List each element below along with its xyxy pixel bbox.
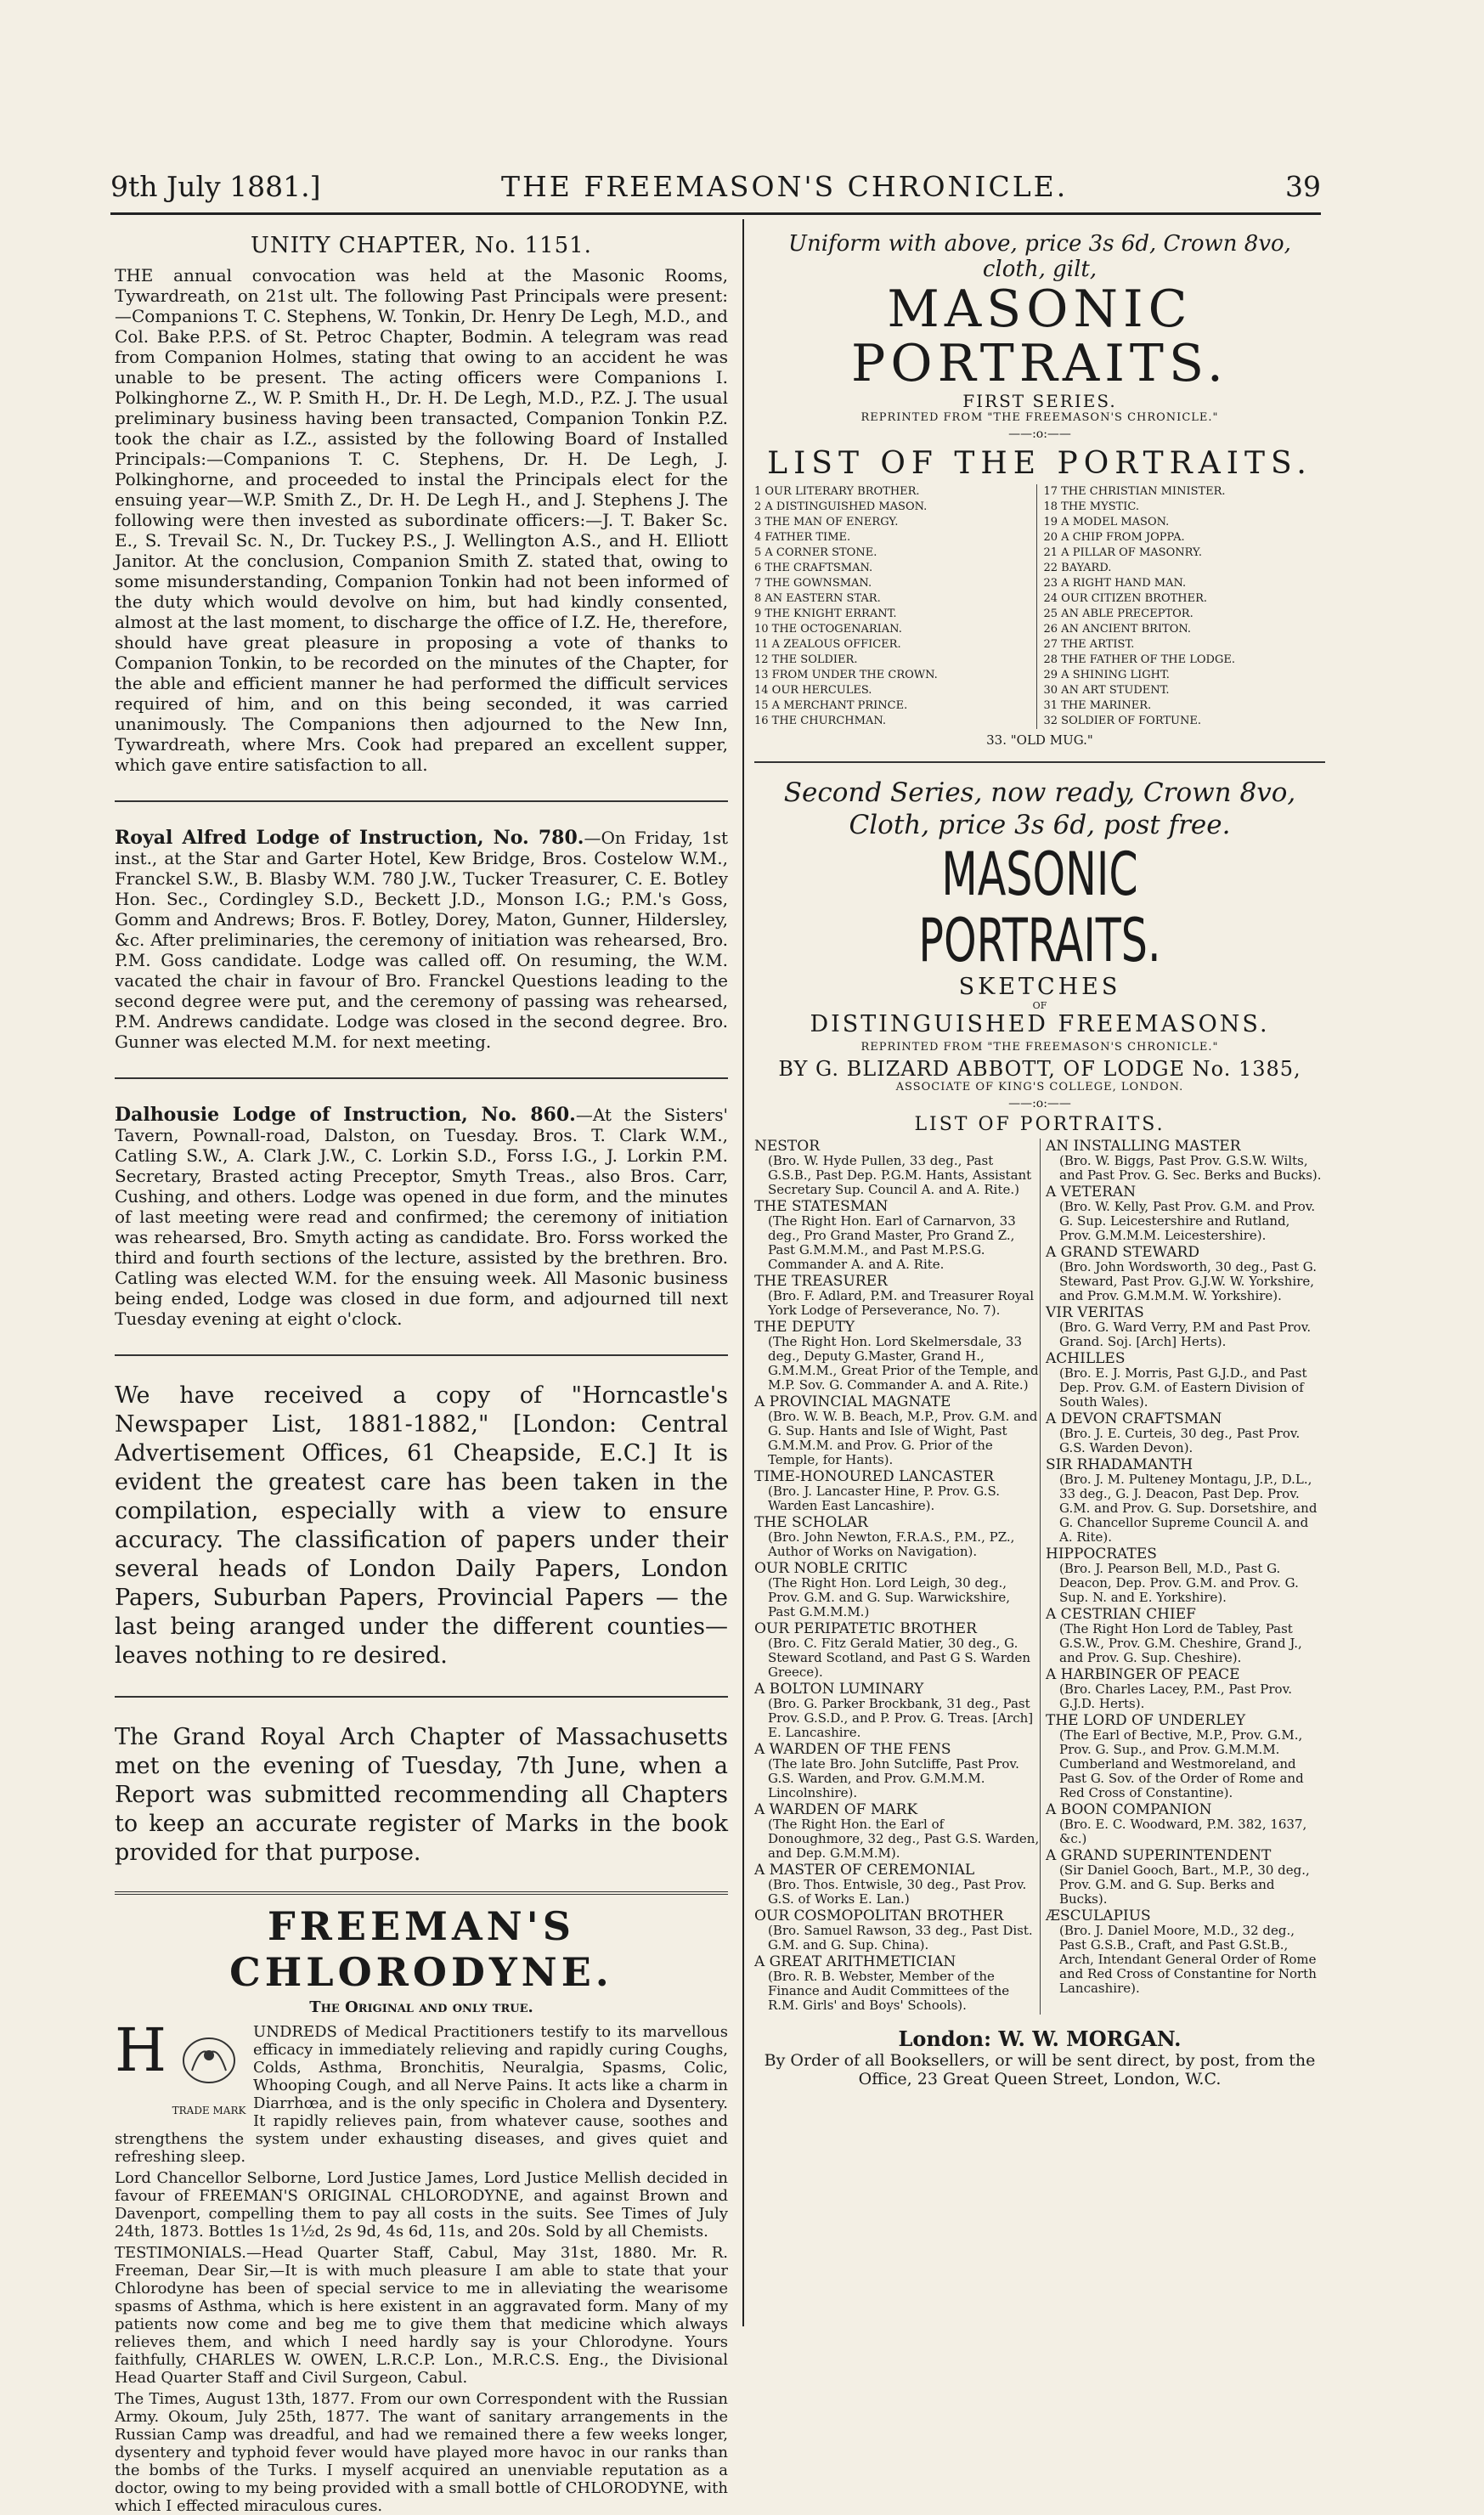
sketches-label: SKETCHES (958, 974, 1121, 1000)
portrait-entry-title: A WARDEN OF THE FENS (754, 1741, 951, 1758)
portrait-list-item: 31 THE MARINER. (1043, 699, 1152, 712)
of-label: OF (1032, 1000, 1047, 1011)
header-rule (110, 212, 1321, 215)
first-series-reprint: REPRINTED FROM "THE FREEMASON'S CHRONICLE." (860, 411, 1219, 424)
portrait-entry-title: A DEVON CRAFTSMAN (1046, 1410, 1222, 1427)
portrait-list-item: 8 AN EASTERN STAR. (754, 592, 881, 605)
second-series-reprint: REPRINTED FROM "THE FREEMASON'S CHRONICLE." (860, 1041, 1219, 1054)
left-column (115, 228, 728, 2515)
separator-ornament: ——:o:—— (1008, 1097, 1071, 1111)
portrait-entry-description: (Bro. C. Fitz Gerald Matier, 30 deg., G. Steward Scotland, and Past G S. Warden Greece). (768, 1636, 1031, 1680)
portrait-entry (754, 1802, 1040, 1861)
trade-mark (172, 2028, 246, 2117)
portrait-entry-description: (Bro. J. E. Curteis, 30 deg., Past Prov. G.S. Warden Devon). (1059, 1426, 1301, 1455)
portrait-entry-description: (Bro. W. Hyde Pullen, 33 deg., Past G.S.B., Past Dep. P.G.M. Hants, Assistant Secretary Sup. Council A. and A. Rite.) (768, 1153, 1032, 1197)
first-series-list-left (754, 484, 1036, 729)
portrait-entry-title: THE SCHOLAR (754, 1514, 868, 1531)
portrait-entry-title: A PROVINCIAL MAGNATE (754, 1393, 951, 1410)
portrait-list-item: 29 A SHINING LIGHT. (1043, 669, 1170, 681)
portrait-entry-title: A VETERAN (1046, 1184, 1137, 1201)
portrait-entry-description: (Bro. J. M. Pulteney Montagu, J.P., D.L., 33 deg., G. J. Deacon, Past Dep. Prov. G.M. and Prov. G. Sup. Dorsetshire, and G. Chancellor Supreme Council A. and A. Rite). (1059, 1472, 1318, 1545)
portrait-entry (754, 1515, 1040, 1559)
portrait-entry-description: (Bro. Thos. Entwisle, 30 deg., Past Prov. G.S. of Works E. Lan.) (768, 1877, 1027, 1907)
second-series-announcement: Second Series, now ready, Crown 8vo, Cloth, price 3s 6d, post free. (783, 777, 1296, 840)
portrait-list-item: 9 THE KNIGHT ERRANT. (754, 608, 897, 620)
portrait-list-item: 14 OUR HERCULES. (754, 684, 872, 697)
portrait-entry-description: (The Right Hon. the Earl of Donoughmore, 32 deg., Past G.S. Warden, and Dep. G.M.M.M). (768, 1817, 1040, 1861)
portrait-entry (754, 1621, 1040, 1680)
portrait-entry-description: (The Right Hon. Lord Leigh, 30 deg., Prov. G.M. and G. Sup. Warwickshire, Past G.M.M.M.) (768, 1575, 1010, 1619)
portrait-entry-title: SIR RHADAMANTH (1046, 1456, 1193, 1473)
portrait-entry-title: THE TREASURER (754, 1273, 888, 1290)
old-mug-entry: 33. "OLD MUG." (986, 732, 1093, 748)
royal-alfred-paragraph (115, 828, 728, 1052)
section-rule (115, 1354, 728, 1356)
portrait-entry-description: (Bro. John Wordsworth, 30 deg., Past G. Steward, Past Prov. G.J.W. W. Yorkshire, and Prov. G.M.M.M. W. Yorkshire). (1059, 1259, 1317, 1303)
portrait-entry (754, 1139, 1040, 1197)
portrait-entry-description: (Bro. F. Adlard, P.M. and Treasurer Royal York Lodge of Perseverance, No. 7). (768, 1288, 1035, 1318)
portrait-list-item: 32 SOLDIER OF FORTUNE. (1043, 715, 1202, 727)
list-of-the-portraits-heading: LIST OF THE PORTRAITS. (767, 446, 1312, 481)
portrait-list-item: 4 FATHER TIME. (754, 531, 851, 544)
portrait-entry (1046, 1351, 1325, 1410)
masonic-portraits-second-title: MASONIC PORTRAITS. (918, 839, 1161, 975)
portrait-entry (754, 1394, 1040, 1467)
portrait-entry-description: (Bro. J. Daniel Moore, M.D., 32 deg., Past G.S.B., Craft, and Past G.St.B., Arch, Intendant General Order of Rome and Red Cross of Constantine for North Lancashire). (1059, 1923, 1317, 1996)
portrait-entry-title: HIPPOCRATES (1046, 1546, 1157, 1563)
trade-mark-label: TRADE MARK (172, 2105, 246, 2117)
masonic-portraits-first-title: MASONIC PORTRAITS. (851, 280, 1228, 393)
portrait-entry (1046, 1546, 1325, 1605)
portrait-list-item: 19 A MODEL MASON. (1043, 516, 1170, 528)
chlorodyne-body-2: Lord Chancellor Selborne, Lord Justice James, Lord Justice Mellish decided in favour of FREEMAN'S ORIGINAL CHLORODYNE, and against Brown and Davenport, compelling them to pay all costs in the suits. See Times of July 24th, 1873. Bottles 1s 1½d, 2s 9d, 4s 6d, 11s, and 20s. Sold by all Chemists. (115, 2169, 728, 2241)
chlorodyne-title: FREEMAN'S CHLORODYNE. (229, 1903, 613, 1995)
portrait-entry-title: A BOLTON LUMINARY (754, 1681, 924, 1698)
portrait-entry-title: A MASTER OF CEREMONIAL (754, 1862, 975, 1879)
portrait-entry-title: VIR VERITAS (1046, 1304, 1144, 1321)
portrait-entry (1046, 1607, 1325, 1665)
advert-rule (115, 1891, 728, 1895)
portrait-entry (754, 1742, 1040, 1800)
portrait-entry-description: (Bro. R. B. Webster, Member of the Finance and Audit Committees of the R.M. Girls' and Boys' Schools). (768, 1969, 1010, 2013)
portrait-entry (1046, 1667, 1325, 1711)
portrait-entry-title: TIME-HONOURED LANCASTER (754, 1468, 994, 1485)
portrait-entry (1046, 1305, 1325, 1349)
first-series-list-right (1036, 484, 1326, 729)
portrait-entry-title: AN INSTALLING MASTER (1046, 1138, 1241, 1155)
portrait-entry-title: OUR COSMOPOLITAN BROTHER (754, 1907, 1004, 1924)
portrait-entry-description: (The Earl of Bective, M.P., Prov. G.M., Prov. G. Sup., and Prov. G.M.M.M. Cumberland and Westmoreland, and Past G. Sov. of the Order of Rome and Red Cross of Constantine). (1059, 1727, 1304, 1800)
portrait-list-item: 5 A CORNER STONE. (754, 546, 877, 559)
section-rule (115, 1077, 728, 1079)
portrait-list-item: 23 A RIGHT HAND MAN. (1043, 577, 1187, 590)
uniform-line: Uniform with above, price 3s 6d, Crown 8vo, cloth, gilt, (788, 231, 1291, 282)
dalhousie-body: —At the Sisters' Tavern, Pownall-road, Dalston, on Tuesday. Bros. T. Clark W.M., Catling S.W., A. Clark J.W., C. Lorkin S.D., Forss I.G., J. Lorkin P.M. Secretary, Brasted acting Preceptor, Smyth Treas., also Bros. Carr, Cushing, and others. Lodge was opened in due form, and the minutes of last meeting were read and confirmed; the ceremony of initiation was rehearsed, Bro. Smyth acting as candidate. Bro. Forss worked the third and fourth sections of the lecture, assisted by the brethren. Bro. Catling was elected W.M. for the ensuing week. All Masonic business being ended, Lodge was closed in due form, and adjourned till next Tuesday evening at eight o'clock. (115, 1105, 728, 1329)
order-info: By Order of all Booksellers, or will be sent direct, by post, from the Office, 23 Great Queen Street, London, W.C. (764, 2051, 1316, 2088)
chlorodyne-advert (115, 2015, 728, 2515)
portrait-list-item: 26 AN ANCIENT BRITON. (1043, 623, 1192, 636)
portrait-list-item: 3 THE MAN OF ENERGY. (754, 516, 899, 528)
portrait-entry-description: (Bro. E. J. Morris, Past G.J.D., and Past Dep. Prov. G.M. of Eastern Division of South Wales). (1059, 1365, 1307, 1410)
portrait-entry-description: (The late Bro. John Sutcliffe, Past Prov. G.S. Warden, and Prov. G.M.M.M. Lincolnshire). (768, 1756, 1019, 1800)
portrait-entry-description: (Bro. G. Parker Brockbank, 31 deg., Past Prov. G.S.D., and P. Prov. G. Treas. [Arch] E. Lancashire. (768, 1696, 1034, 1740)
masthead-title: THE FREEMASON'S CHRONICLE. (501, 170, 1069, 203)
publisher-line: London: W. W. MORGAN. (898, 2026, 1182, 2051)
portrait-entry-description: (Bro. W. Kelly, Past Prov. G.M. and Prov. G. Sup. Leicestershire and Rutland, Prov. G.M.M.M. Leicestershire). (1059, 1199, 1316, 1243)
portrait-entry-title: ACHILLES (1046, 1350, 1126, 1367)
portrait-list-item: 6 THE CRAFTSMAN. (754, 562, 873, 574)
portrait-entry-description: (Bro. W. W. B. Beach, M.P., Prov. G.M. and G. Sup. Hants and Isle of Wight, Past G.M.M.M. and Prov. G. Prior of the Temple, for Hants). (768, 1409, 1038, 1467)
portrait-list-item: 10 THE OCTOGENARIAN. (754, 623, 902, 636)
portrait-entry-title: THE LORD OF UNDERLEY (1046, 1712, 1246, 1729)
portrait-entry (754, 1908, 1040, 1953)
portrait-list-item: 18 THE MYSTIC. (1043, 500, 1140, 513)
first-series-label: FIRST SERIES. (962, 391, 1117, 411)
chlorodyne-body-1: UNDREDS of Medical Practitioners testify to its marvellous efficacy in immediately relieving and rapidly curing Coughs, Colds, Asthma, Bronchitis, Neuralgia, Spasms, Colic, Whooping Cough, and all Nerve Pains. It acts like a charm in Diarrhœa, and is the only specific in Cholera and Dysentery. It rapidly relieves pain, from whatever cause, soothes and strengthens the system under exhausting diseases, and gives quiet and refreshing sleep. (115, 2023, 728, 2166)
portrait-entry (754, 1681, 1040, 1740)
separator-ornament: ——:o:—— (1008, 427, 1071, 441)
list-of-portraits-heading: LIST OF PORTRAITS. (914, 1114, 1165, 1135)
portrait-list-item: 11 A ZEALOUS OFFICER. (754, 638, 901, 651)
section-rule (115, 800, 728, 802)
portrait-entry (1046, 1411, 1325, 1455)
chlorodyne-testimonial: TESTIMONIALS.—Head Quarter Staff, Cabul, May 31st, 1880. Mr. R. Freeman, Dear Sir,—It is with much pleasure I am able to state that your Chlorodyne has been of special service to me in alleviating the wearisome spasms of Asthma, which is here existent in an aggravated form. Many of my patients now come and beg me to give them that medicine which always relieves them, and which I need hardly say is your Chlorodyne. Yours faithfully, CHARLES W. OWEN, L.R.C.P. Lon., M.R.C.S. Eng., the Divisional Head Quarter Staff and Civil Surgeon, Cabul. (115, 2244, 728, 2387)
portrait-entry-title: A CESTRIAN CHIEF (1046, 1606, 1196, 1623)
first-series-list (754, 484, 1325, 729)
portrait-entry (1046, 1713, 1325, 1800)
portrait-entry-title: A HARBINGER OF PEACE (1046, 1666, 1240, 1683)
portrait-list-item: 2 A DISTINGUISHED MASON. (754, 500, 928, 513)
portrait-entry-title: A WARDEN OF MARK (754, 1801, 918, 1818)
portrait-entry-description: (Bro. E. C. Woodward, P.M. 382, 1637, &c.) (1059, 1817, 1307, 1846)
portrait-entry (1046, 1908, 1325, 1996)
second-series-list-left (754, 1139, 1040, 2015)
column-divider (742, 219, 744, 2326)
unity-chapter-heading: UNITY CHAPTER, No. 1151. (251, 233, 592, 258)
portrait-list-item: 12 THE SOLDIER. (754, 653, 858, 666)
chlorodyne-times-report: The Times, August 13th, 1877. From our own Correspondent with the Russian Army. Okoum, July 25th, 1877. The want of sanitary arrangements in the Russian Camp was dreadful, and had we remained there a few weeks longer, dysentery and typhoid fever would have played more havoc in our ranks than the bombs of the Turks. I myself acquired an unenviable reputation as a doctor, owing to my being provided with a small bottle of CHLORODYNE, with which I effected miraculous cures. (115, 2390, 728, 2515)
portrait-entry-description: (Sir Daniel Gooch, Bart., M.P., 30 deg., Prov. G.M. and G. Sup. Berks and Bucks). (1059, 1862, 1310, 1907)
section-rule (115, 1696, 728, 1698)
portrait-entry-title: OUR PERIPATETIC BROTHER (754, 1620, 977, 1637)
portrait-list-item: 24 OUR CITIZEN BROTHER. (1043, 592, 1208, 605)
portrait-entry-description: (Bro. Samuel Rawson, 33 deg., Past Dist. G.M. and G. Sup. China). (768, 1923, 1033, 1953)
portrait-entry (754, 1274, 1040, 1318)
portrait-entry-description: (Bro. John Newton, F.R.A.S., P.M., PZ., Author of Works on Navigation). (768, 1529, 1015, 1559)
section-rule (754, 761, 1325, 763)
portrait-list-item: 25 AN ABLE PRECEPTOR. (1043, 608, 1193, 620)
portrait-entry-title: A GREAT ARITHMETICIAN (754, 1953, 956, 1970)
portrait-entry-title: THE STATESMAN (754, 1198, 889, 1215)
portrait-entry-title: A GRAND STEWARD (1046, 1244, 1199, 1261)
portrait-list-item: 20 A CHIP FROM JOPPA. (1043, 531, 1185, 544)
portrait-entry-title: NESTOR (754, 1138, 821, 1155)
portrait-list-item: 13 FROM UNDER THE CROWN. (754, 669, 938, 681)
portrait-list-item: 28 THE FATHER OF THE LODGE. (1043, 653, 1235, 666)
portrait-list-item: 16 THE CHURCHMAN. (754, 715, 886, 727)
portrait-list-item: 15 A MERCHANT PRINCE. (754, 699, 908, 712)
portrait-entry (1046, 1848, 1325, 1907)
portrait-entry-title: OUR NOBLE CRITIC (754, 1560, 908, 1577)
portrait-entry (1046, 1245, 1325, 1303)
portrait-entry (754, 1320, 1040, 1393)
portrait-list-item: 21 A PILLAR OF MASONRY. (1043, 546, 1203, 559)
trade-mark-icon (175, 2028, 243, 2096)
portrait-list-item: 22 BAYARD. (1043, 562, 1112, 574)
portrait-entry (1046, 1457, 1325, 1545)
portrait-entry-title: A GRAND SUPERINTENDENT (1046, 1847, 1272, 1864)
portrait-entry-description: (Bro. G. Ward Verry, P.M and Past Prov. Grand. Soj. [Arch] Herts). (1059, 1320, 1312, 1349)
portrait-entry (1046, 1139, 1325, 1183)
portrait-entry (754, 1199, 1040, 1272)
unity-chapter-body: THE annual convocation was held at the Masonic Rooms, Tywardreath, on 21st ult. The following Past Principals were present:—Companions T. C. Stephens, W. Tonkin, Dr. Henry De Legh, M.D., and Col. Bake P.P.S. of St. Petroc Chapter, Bodmin. A telegram was read from Companion Holmes, stating that owing to an accident he was unable to be present. The acting officers were Companions I. Polkinghorne Z., W. P. Smith H., Dr. H. De Legh, M.D., P.Z. J. The usual preliminary business having been transacted, Companion Tonkin P.Z. took the chair as I.Z., assisted by the following Board of Installed Principals:—Companions T. C. Stephens, Dr. H. De Legh, J. Polkinghorne, and proceeded to instal the Principals elect for the ensuing year—W.P. Smith Z., Dr. H. De Legh H., and J. Stephens J. The following were then invested as subordinate officers:—J. T. Baker Sc. E., S. Trevail Sc. N., Dr. Tuckey P.S., J. Wellington A.S., and H. Elliott Janitor. At the conclusion, Companion Smith Z. stated that, owing to some misunderstanding, Companion Tonkin had not been informed of the duty which would devolve on him, but had kindly consented, almost at the last moment, to discharge the office of I.Z. He, therefore, should have great pleasure in proposing a vote of thanks to Companion Tonkin, to be recorded on the minutes of the Chapter, for the able and efficient manner he had performed the difficult services required of him, and on this being seconded, it was carried unanimously. The Companions then adjourned to the New Inn, Tywardreath, where Mrs. Cook had prepared an excellent supper, which gave entire satisfaction to all. (115, 265, 728, 775)
author-line: BY G. BLIZARD ABBOTT, OF LODGE No. 1385, (778, 1057, 1301, 1081)
portrait-list-item: 1 OUR LITERARY BROTHER. (754, 485, 920, 498)
chlorodyne-drop-cap: H (115, 2015, 167, 2085)
portrait-list-item: 27 THE ARTIST. (1043, 638, 1135, 651)
second-series-list (754, 1139, 1325, 2015)
portrait-entry (754, 1469, 1040, 1513)
grand-royal-arch-notice: The Grand Royal Arch Chapter of Massachusetts met on the evening of Tuesday, 7th June, when a Report was submitted recommending all Chapters to keep an accurate register of Marks in the book provided for that purpose. (115, 1724, 728, 1866)
portrait-entry-description: (Bro. J. Pearson Bell, M.D., Past G. Deacon, Dep. Prov. G.M. and Prov. G. Sup. N. and E. Yorkshire). (1059, 1561, 1299, 1605)
portrait-entry (754, 1561, 1040, 1619)
second-series-list-right (1040, 1139, 1325, 2015)
page-number: 39 (1285, 170, 1321, 203)
portrait-list-item: 30 AN ART STUDENT. (1043, 684, 1170, 697)
royal-alfred-heading: Royal Alfred Lodge of Instruction, No. 780. (115, 827, 584, 849)
dalhousie-paragraph (115, 1105, 728, 1329)
issue-date: 9th July 1881.] (110, 170, 321, 203)
page-header (110, 168, 1321, 219)
portrait-entry-description: (The Right Hon. Earl of Carnarvon, 33 deg., Pro Grand Master, Pro Grand Z., Past G.M.M.M., and Past M.P.S.G. Commander A. and A. Rite. (768, 1213, 1016, 1272)
right-column (754, 228, 1325, 2088)
portrait-entry-description: (The Right Hon Lord de Tabley, Past G.S.W., Prov. G.M. Cheshire, Grand J., and Prov. G. Sup. Cheshire). (1059, 1621, 1302, 1665)
portrait-list-item: 7 THE GOWNSMAN. (754, 577, 872, 590)
portrait-entry (754, 1862, 1040, 1907)
portrait-entry (1046, 1802, 1325, 1846)
distinguished-freemasons-label: DISTINGUISHED FREEMASONS. (810, 1011, 1270, 1037)
portrait-entry-title: A BOON COMPANION (1046, 1801, 1212, 1818)
portrait-entry (754, 1954, 1040, 2013)
portrait-list-item: 17 THE CHRISTIAN MINISTER. (1043, 485, 1226, 498)
chlorodyne-subtitle: The Original and only true. (309, 1998, 533, 2016)
portrait-entry-description: (Bro. J. Lancaster Hine, P. Prov. G.S. Warden East Lancashire). (768, 1484, 1000, 1513)
royal-alfred-body: —On Friday, 1st inst., at the Star and Garter Hotel, Kew Bridge, Bros. Costelow W.M., Franckel S.W., B. Blasby W.M. 780 J.W., Tucker Treasurer, C. E. Botley Hon. Sec., Cordingley S.D., Beckett J.D., Monson I.G.; P.M.'s Goss, Gomm and Andrews; Bros. F. Botley, Dorey, Maton, Gunner, Hildersley, &c. After preliminaries, the ceremony of initiation was rehearsed, Bro. P.M. Goss candidate. Lodge was called off. On resuming, the W.M. vacated the chair in favour of Bro. Franckel Questions leading to the second degree were put, and the ceremony of passing was rehearsed, P.M. Andrews candidate. Lodge was closed in the second degree. Bro. Gunner was elected M.M. for next meeting. (115, 828, 729, 1052)
portrait-entry-description: (The Right Hon. Lord Skelmersdale, 33 deg., Deputy G.Master, Grand H., G.M.M.M., Great Prior of the Temple, and M.P. Sov. G. Commander A. and A. Rite.) (768, 1334, 1039, 1393)
portrait-entry-description: (Bro. W. Biggs, Past Prov. G.S.W. Wilts, and Past Prov. G. Sec. Berks and Bucks). (1059, 1153, 1322, 1183)
dalhousie-heading: Dalhousie Lodge of Instruction, No. 860. (115, 1104, 576, 1126)
portrait-entry (1046, 1184, 1325, 1243)
portrait-entry-title: THE DEPUTY (754, 1319, 855, 1336)
portrait-entry-description: (Bro. Charles Lacey, P.M., Past Prov. G.J.D. Herts). (1059, 1681, 1293, 1711)
horncastle-notice: We have received a copy of "Horncastle's Newspaper List, 1881-1882," [London: Central Advertisement Offices, 61 Cheapside, E.C.] It is evident the greatest care has been taken in the compilation, especially with a view to ensure accuracy. The classification of papers under their several heads of London Daily Papers, London Papers, Suburban Papers, Provincial Papers — the last being aranged under the different counties—leaves nothing to re desired. (115, 1382, 728, 1669)
author-affiliation: ASSOCIATE OF KING'S COLLEGE, LONDON. (895, 1081, 1184, 1094)
portrait-entry-title: ÆSCULAPIUS (1046, 1907, 1151, 1924)
